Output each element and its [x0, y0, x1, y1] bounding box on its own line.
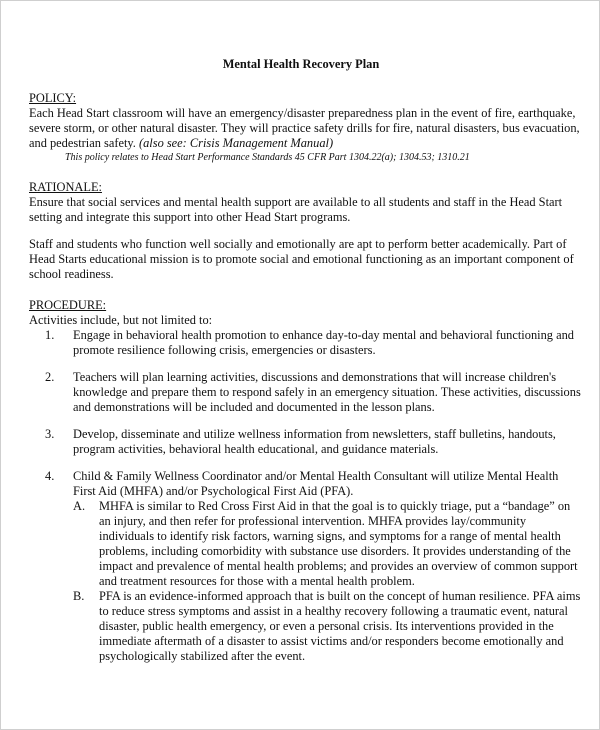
rationale-section: [29, 180, 581, 282]
policy-heading: POLICY:: [29, 91, 77, 105]
procedure-item: [29, 370, 581, 415]
rationale-paragraph: Staff and students who function well socially and emotionally are apt to perform better academically. Part of Head Starts educational mission is to promote social and emotional functioning as an important component of school readiness.: [29, 237, 574, 281]
rationale-heading: RATIONALE:: [29, 180, 102, 194]
item-number: 1.: [45, 328, 55, 342]
policy-section: [29, 91, 581, 164]
procedure-item: [29, 328, 581, 358]
procedure-section: [29, 298, 581, 664]
policy-text-main: Each Head Start classroom will have an emergency/disaster preparedness plan in the event of fire, earthquake, severe storm, or other natural disaster. They will practice safety drills for fire, natural disasters, bus evacuation, and pedestrian safety.: [29, 106, 580, 150]
policy-standards-note: This policy relates to Head Start Performance Standards 45 CFR Part 1304.22(a); 1304.53; 1310.21: [65, 152, 470, 163]
item-number: 3.: [45, 427, 55, 441]
procedure-subitem: [73, 499, 581, 589]
item-text: Engage in behavioral health promotion to enhance day-to-day mental and behavioral functioning and promote resilience following crisis, emergencies or disasters.: [73, 328, 574, 357]
item-number: 4.: [45, 469, 55, 483]
procedure-sublist: [73, 499, 581, 664]
policy-see-also: (also see: Crisis Management Manual): [138, 136, 334, 150]
subitem-letter: B.: [73, 589, 85, 603]
rationale-paragraph: Ensure that social services and mental health support are available to all students and staff in the Head Start setting and integrate this support into other Head Start programs.: [29, 195, 563, 224]
item-text: Teachers will plan learning activities, discussions and demonstrations that will increase children's knowledge and prepare them to respond safely in an emergency situation. These activities, discussions and demonstrations will be included and documented in the lesson plans.: [73, 370, 581, 414]
subitem-text: MHFA is similar to Red Cross First Aid in that the goal is to quickly triage, put a “bandage” on an injury, and then refer for professional intervention. MHFA provides lay/community individuals to identify risk factors, warning signs, and symptoms for a range of mental health problems, including comorbidity with substance use disorders. It provides understanding of the impact and prevalence of mental health problems; and provides an overview of common support and treatment resources for those with a mental health problem.: [99, 499, 578, 588]
procedure-heading: PROCEDURE:: [29, 298, 107, 312]
procedure-item: [29, 469, 581, 664]
document-title: Mental Health Recovery Plan: [222, 57, 380, 71]
policy-text: [29, 106, 581, 151]
item-text: Develop, disseminate and utilize wellness information from newsletters, staff bulletins, handouts, program activities, behavioral health educational, and guidance materials.: [73, 427, 556, 456]
subitem-letter: A.: [73, 499, 86, 513]
procedure-item: [29, 427, 581, 457]
procedure-list: [29, 328, 581, 664]
item-number: 2.: [45, 370, 55, 384]
item-text: Child & Family Wellness Coordinator and/or Mental Health Consultant will utilize Mental Health First Aid (MHFA) and/or Psychological First Aid (PFA).: [73, 469, 559, 498]
subitem-text: PFA is an evidence-informed approach that is built on the concept of human resilience. PFA aims to reduce stress symptoms and assist in a healthy recovery following a traumatic event, natural disaster, public health emergency, or even a personal crisis. Its interventions provided in the immediate aftermath of a disaster to assist victims and/or responders become emotionally and psychologically stabilized after the event.: [99, 589, 581, 663]
procedure-intro: Activities include, but not limited to:: [29, 313, 213, 327]
procedure-subitem: [73, 589, 581, 664]
